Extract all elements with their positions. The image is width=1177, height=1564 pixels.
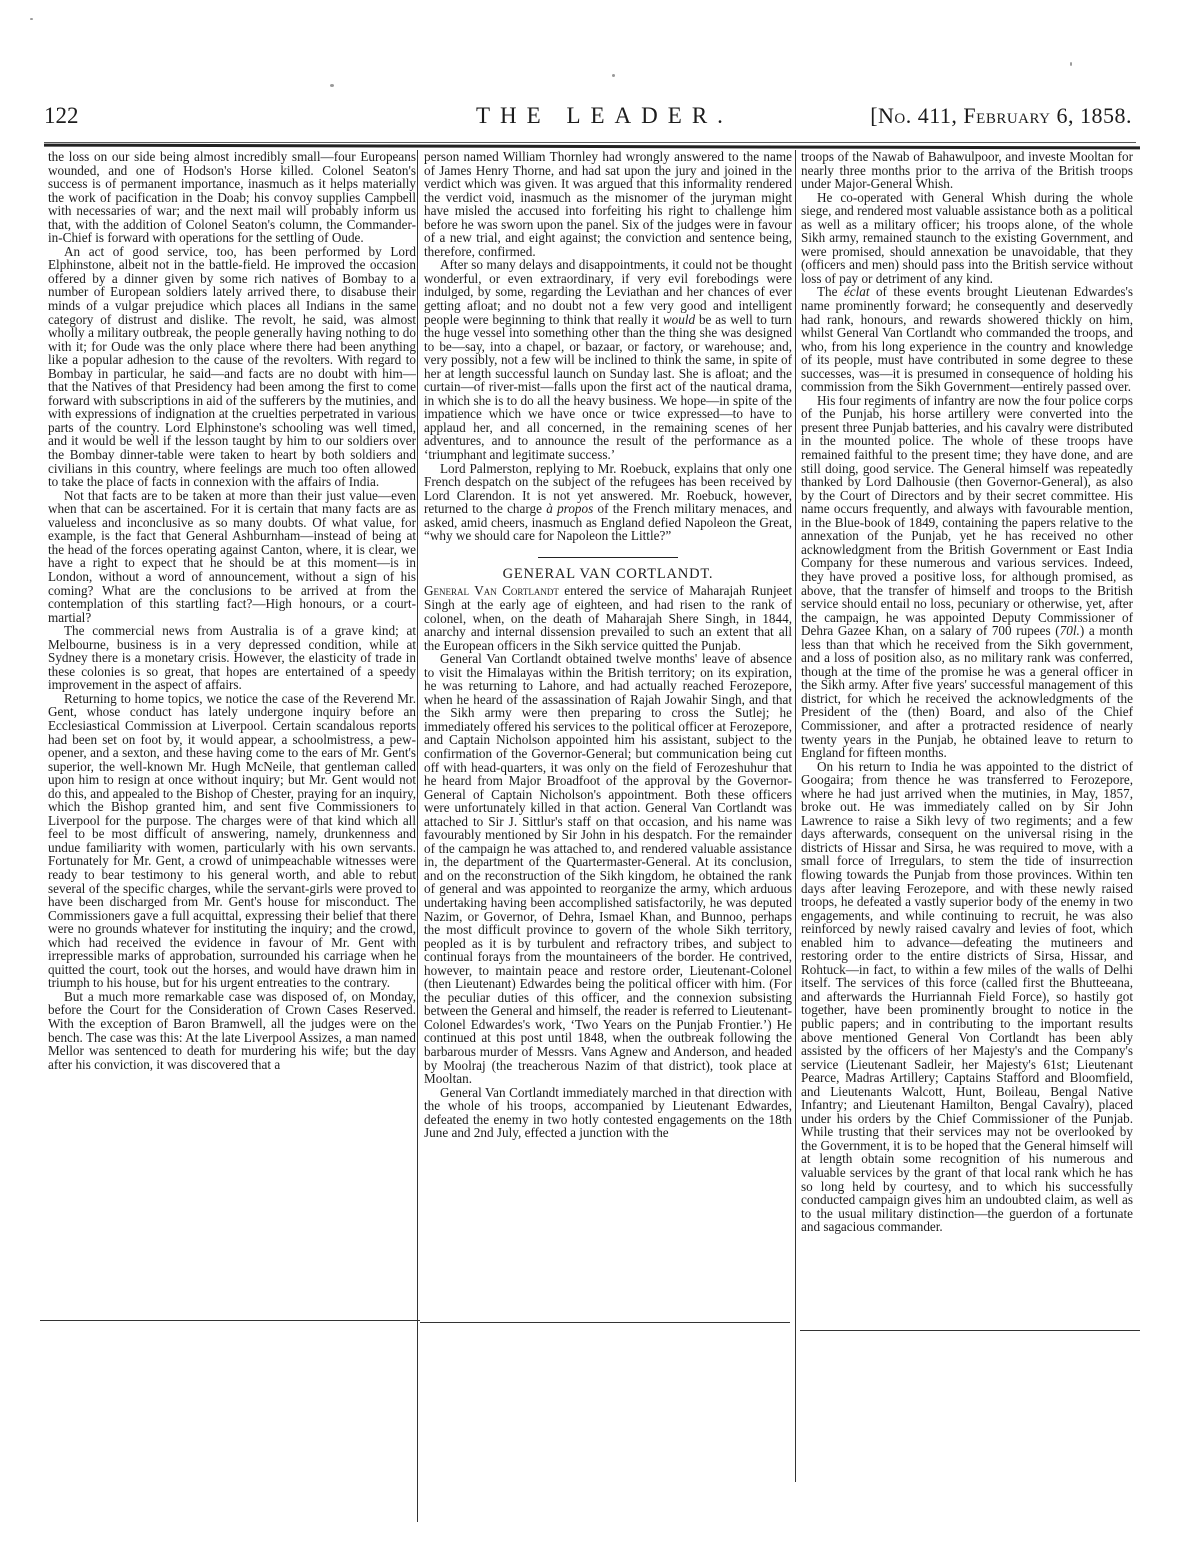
print-artifact-line bbox=[800, 1330, 1140, 1331]
paragraph bbox=[424, 258, 792, 461]
print-speck bbox=[330, 84, 334, 87]
text-run: The bbox=[817, 284, 844, 300]
italic-text: à propos bbox=[546, 501, 594, 517]
paragraph bbox=[424, 462, 792, 543]
masthead bbox=[44, 103, 1132, 133]
column-1 bbox=[48, 150, 416, 1071]
paragraph: General Van Cortlandt immediately marched in that direction with the whole of his troops, accompanied by Lieutenant Edwardes, defeated the enemy in two hotly contested engagements on the 18th June and 2nd July, effected a junction with the bbox=[424, 1084, 792, 1141]
column-divider bbox=[795, 150, 796, 1482]
text-run: After so many delays and disappointments, it could not be thought wonderful, or even extraordinary, if very evil forebodings were indulged, by some, regarding the Leviathan and her chances of ever getting afloat; and no doubt not a few very good and intelligent people were beginning to think that really it bbox=[424, 257, 792, 327]
text-run: ) a month less than that which he received from the Sikh government, and a loss of position also, as no military rank was conferred, though at the time of the promise he was a general officer in the Sikh army. After five years' successful management of this district, for which he received the acknowledgments of the President of the (then) Board, and also of the Chief Commissioner, and after a protracted residence of nearly twenty years in the Punjab, he obtained leave to return to England for fifteen months. bbox=[801, 623, 1133, 761]
paragraph: the loss on our side being almost incredibly small—four Europeans wounded, and one of Hodson's Horse killed. Colonel Seaton's success is of permanent importance, inasmuch as it helps materially the work of pacification in the Doab; his convoy supplies Campbell with necessaries of war; and the next mail will probably inform us that, with the addition of Colonel Seaton's column, the Commander-in-Chief is forward with operations for the settling of Oude. bbox=[48, 149, 416, 246]
column-3 bbox=[801, 150, 1133, 1234]
section-heading: GENERAL VAN CORTLANDT. bbox=[502, 565, 714, 582]
issue-date: [No. 411, February 6, 1858. bbox=[870, 103, 1132, 128]
paragraph: An act of good service, too, has been performed by Lord Elphinstone, albeit not in the battle-field. He improved the occasion offered by a dinner given by some rich natives of Bombay to a number of European soldiers lately arrived there, to disabuse their minds of a vulgar prejudice which places all Indians in the same category of distrust and dislike. The revolt, he said, was almost wholly a military outbreak, the people generally having nothing to do with it; for Oude was the only place where there had been anything like a popular adhesion to the cause of the revolters. With regard to Bombay in particular, he said—and facts are no doubt with him—that the Natives of that Presidency had been among the first to come forward with subscriptions in aid of the sufferers by the mutinies, and with expressions of indignation at the cruelties perpetrated in various parts of the country. Lord Elphinstone's schooling was well timed, and it would be well if the lesson taught by him to our soldiers over the Bombay dinner-table were taken to heart by both soldiers and civilians in this country, where feelings are much too often allowed to take the place of facts in connexion with the affairs of India. bbox=[48, 243, 416, 490]
paragraph: General Van Cortlandt obtained twelve months' leave of absence to visit the Himalayas within the British territory; on its expiration, he was returning to Lahore, and had actually reached Ferozepore, when he heard of the assassination of Rajah Jowahir Singh, and that the Sikh army were then preparing to cross the Sutlej; he immediately offered his services to the political officer at Ferozepore, and Captain Nicholson appointed him his assistant, subject to the confirmation of the Governor-General; but communication being cut off with head-quarters, it was only on the field of Ferozeshuhur that he heard from Major Broadfoot of the approval by the Governor-General of Captain Nicholson's appointment. Both these officers were unfortunately killed in that action. General Van Cortlandt was attached to Sir J. Sittlur's staff on that occasion, and his name was favourably mentioned by Sir John in his despatch. For the remainder of the campaign he was attached to, and rendered valuable assistance in, the department of the Quartermaster-General. At its conclusion, and on the reconstruction of the Sikh kingdom, he obtained the rank of general and was appointed to reorganize the army, which arduous undertaking having been accomplished satisfactorily, he was deputed Nazim, or Governor, of Dehra, Ismael Khan, and Bunnoo, perhaps the most difficult province to govern of the whole Sikh territory, peopled as it is by turbulent and refractory tribes, and subject to continual forays from the mountaineers of the border. He contrived, however, to maintain peace and restore order, Lieutenant-Colonel (then Lieutenant) Edwardes being the political officer with him. (For the peculiar duties of this officer, and the connexion subsisting between the General and himself, the reader is referred to Lieutenant-Colonel Edwardes's work, ‘Two Years on the Punjab Frontier.’) He continued at this post until 1848, when the outbreak following the barbarous murder of Messrs. Vans Agnew and Anderson, and headed by Moolraj (the treacherous Nazim of that district), took place at Mooltan. bbox=[424, 651, 792, 1087]
print-artifact-line bbox=[420, 1322, 790, 1323]
text-run: be as well to turn the huge vessel into something other than the thing she was designed to be—say, into a chapel, or bazaar, or factory, or warehouse; and, very possibly, not a few will be inclined to think the same, in spite of her at length successful launch on Sunday last. She is afloat; and the curtain—of river-mist—falls upon the first act of the nautical drama, in which she is to do all the heavy business. We hope—in spite of the impatience which we have once or twice expressed—to have to applaud her, and all concerned, in the remaining scenes of her adventures, and to announce the result of the performance as a ‘triumphant and legitimate success.’ bbox=[424, 311, 792, 463]
print-speck bbox=[1070, 62, 1072, 66]
paragraph: He co-operated with General Whish during the whole siege, and rendered most valuable assistance both as a political as well as a military officer; his troops alone, of the whole Sikh army, remained staunch to the existing Government, and were promised, should annexation be unavoidable, that they (officers and men) should pass into the British service without loss of pay or detriment of any kind. bbox=[801, 189, 1133, 286]
text-run: entered the service of Maharajah Runjeet Singh at the early age of eighteen, and had risen to the rank of colonel, when, on the death of Maharajah Shere Singh, in 1844, anarchy and internal dissension prevailed to such an extent that all the European officers in the Sikh service quitted the Punjab. bbox=[424, 583, 793, 653]
section-divider bbox=[538, 557, 678, 558]
page-number: 122 bbox=[44, 103, 79, 128]
print-speck bbox=[30, 18, 33, 20]
header-rule-thin bbox=[44, 142, 1136, 143]
paragraph: The commercial news from Australia is of a grave kind; at Melbourne, business is in a very depressed condition, while at Sydney there is a monetary crisis. However, the elasticity of trade in these colonies is so great, that hopes are entertained of a speedy improvement in the aspect of affairs. bbox=[48, 623, 416, 693]
newspaper-title: THE LEADER. bbox=[476, 103, 733, 128]
paragraph: On his return to India he was appointed to the district of Googaira; from thence he was transferred to Ferozepore, where he had just arrived when the mutinies, in May, 1857, broke out. He was immediately called on by Sir John Lawrence to raise a Sikh levy of two regiments; and a few days afterwards, consequent on the universal rising in the districts of Hissar and Sirsa, he was required to move, with a small force of Irregulars, to stem the tide of insurrection flowing towards the Punjab from those provinces. Within ten days after leaving Ferozepore, and with these newly raised troops, he defeated a vastly superior body of the enemy in two engagements, and while continuing to recruit, he was also reinforced by newly raised cavalry and levies of foot, which enabled him to advance—defeating the mutineers and restoring order to the entire districts of Sirsa, Hissar, and Rohtuck—in fact, to within a few miles of the walls of Delhi itself. The services of this force (called first the Bhutteeana, and afterwards the Hurriannah Field Force), so hastily got together, have been prominently brought to notice in the public papers; and in contributing to the important results above mentioned General Von Cortlandt has been ably assisted by the officers of her Majesty's and the Company's service (Lieutenant Sadleir, her Majesty's 61st; Lieutenant Pearce, Madras Artillery; Captains Stafford and Bloomfield, and Lieutenants Walcott, Hunt, Boileau, Bengal Native Infantry; and Lieutenant Hamilton, Bengal Cavalry), placed under his orders by the Chief Commissioner of the Punjab. While trusting that their services may not be overlooked by the Government, it is to be hoped that the General himself will at length obtain some recognition of his numerous and valuable services by the grant of that local rank which he has so long held by courtesy, and to which his successfully conducted campaign gives him an undoubted claim, as well as to the usual military distinction—the guerdon of a fortunate and sagacious commander. bbox=[801, 758, 1133, 1235]
paragraph: Not that facts are to be taken at more than their just value—even when that can be ascertained. For it is certain that many facts are as valueless and inconclusive as so many doubts. Of what value, for example, is the fact that General Ashburnham—instead of being at the head of the forces operating against Canton, where, it is clear, we have a right to expect that he should be at this moment—is in London, without a word of announcement, without a sign of his coming? What are the conclusions to be arrived at from the contemplation of this startling fact?—High honours, or a court-martial? bbox=[48, 487, 416, 625]
italic-text: would bbox=[662, 311, 696, 327]
paragraph: person named William Thornley had wrongly answered to the name of James Henry Thorne, and had sat upon the jury and joined in the verdict which was given. It was argued that this informality rendered the verdict void, inasmuch as the misnomer of the juryman might have misled the accused into forfeiting his right to challenge him before he was sworn upon the panel. Six of the judges were in favour of a new trial, and eight against; the conviction and sentence being, therefore, confirmed. bbox=[424, 149, 792, 259]
paragraph: Returning to home topics, we notice the case of the Reverend Mr. Gent, whose conduct has lately undergone inquiry before an Ecclesiastical Commission at Liverpool. Certain scandalous reports had been set on foot by, it would appear, a schoolmistress, a pew-opener, and a sexton, and these having come to the ears of Mr. Gent's superior, the well-known Mr. Hugh McNeile, that gentleman called upon him to resign at once without inquiry; but Mr. Gent would not do this, and appealed to the Bishop of Chester, praying for an inquiry, which the Bishop granted him, and sent five Commissioners to Liverpool for the purpose. The charges were of that kind which all feel to be most difficult of answering, namely, drunkenness and undue familiarity with women, particularly with his own servants. Fortunately for Mr. Gent, a crowd of unimpeachable witnesses were ready to bear testimony to his general worth, and able to rebut several of the specific charges, while the servant-girls were proved to have been discharged from Mr. Gent's house for misconduct. The Commissioners gave a full acquittal, expressing their belief that there were no grounds whatever for instituting the inquiry; and the crowd, which had received the evidence in favour of Mr. Gent with irrepressible marks of approbation, surrounded his carriage when he quitted the court, took out the horses, and would have drawn him in triumph to his house, but for his urgent entreaties to the contrary. bbox=[48, 690, 416, 991]
column-2 bbox=[424, 150, 792, 1140]
paragraph: troops of the Nawab of Bahawulpoor, and investe Mooltan for nearly three months prior to the arriva of the British troops under Major-General Whish. bbox=[801, 149, 1133, 192]
paragraph bbox=[801, 394, 1133, 760]
text-run: of the French military menaces, and asked, amid cheers, inasmuch as England defied Napoleon the Great, “why we should care for Napoleon the Little?” bbox=[424, 501, 792, 544]
text-run: of these events brought Lieutenan Edwardes's name prominently forward; he consequently and deservedly had rank, honours, and rewards showered thickly on him, whilst General Van Cortlandt who commanded the troops, and who, from his long experience in the country and knowledge of its people, must have contributed in some degree to these successes, was—it is presumed in consequence of holding his commission from the Sikh Government—entirely passed over. bbox=[801, 284, 1133, 395]
paragraph bbox=[424, 584, 792, 652]
text-run: His four regiments of infantry are now the four police corps of the Punjab, his horse artillery were converted into the present three Punjab batteries, and his cavalry were distributed in the mounted police. The whole of these troops have remained faithful to the present time; they have done, and are still doing, good service. The General himself was repeatedly thanked by Lord Dalhousie (then Governor-General), as also by the Court of Directors and by their secret committee. His name occurs frequently, and always with favourable mention, in the Blue-book of 1849, containing the papers relative to the annexation of the Punjab, yet he has received no other acknowledgment from the British Government or East India Company for these numerous and various services. Indeed, they have proved a positive loss, for although promised, as above, that the transfer of himself and troops to the British service should entail no loss, pecuniary or otherwise, yet, after the campaign, he was appointed Deputy Commissioner of Dehra Gazee Khan, on a salary of 700 rupees ( bbox=[801, 392, 1133, 639]
text-run: Lord Palmerston, replying to Mr. Roebuck, explains that only one French despatch on the subject of the refugees has been received by Lord Clarendon. It is not yet answered. Mr. Roebuck, however, returned to the charge bbox=[424, 460, 792, 517]
italic-text: éclat bbox=[843, 284, 870, 300]
print-artifact-line bbox=[40, 1320, 420, 1321]
print-speck bbox=[612, 74, 615, 77]
paragraph bbox=[801, 285, 1133, 393]
italic-text: 70l. bbox=[1059, 623, 1080, 639]
column-divider bbox=[417, 150, 418, 1522]
paragraph: But a much more remarkable case was disposed of, on Monday, before the Court for the Consideration of Crown Cases Reserved. With the exception of Baron Bramwell, all the judges were on the bench. The case was this: At the late Liverpool Assizes, a man named Mellor was sentenced to death for murdering his wife; but the day after his conviction, it was discovered that a bbox=[48, 988, 416, 1072]
lead-in-text: General Van Cortlandt bbox=[424, 583, 559, 599]
